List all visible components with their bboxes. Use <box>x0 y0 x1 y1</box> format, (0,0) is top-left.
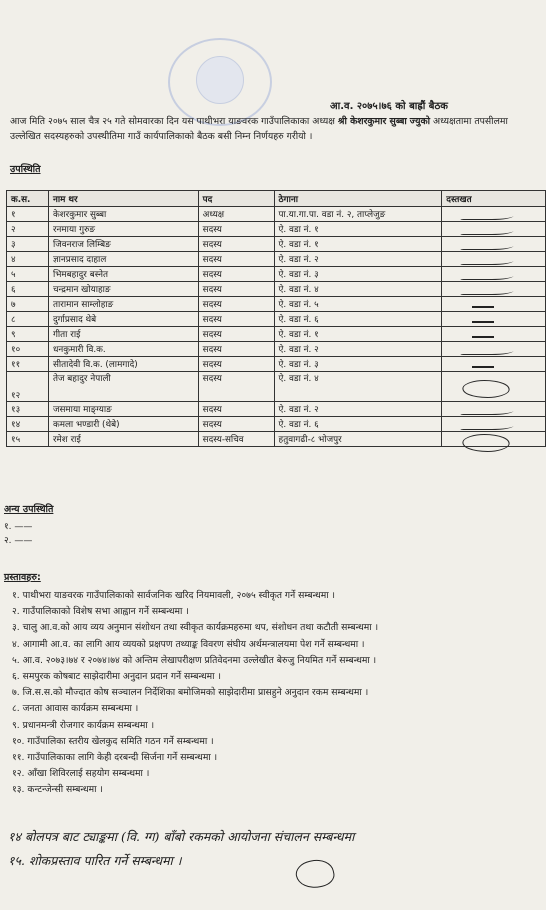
table-row <box>7 237 546 252</box>
row-post: सदस्य <box>198 417 274 432</box>
list-item: २. गाउँपालिकाको विशेष सभा आह्वान गर्ने सम्बन्धमा । <box>12 606 189 618</box>
row-serial: ६ <box>7 282 49 297</box>
signature-mark <box>460 225 516 235</box>
row-signature <box>442 267 546 282</box>
table-header-row <box>7 191 546 207</box>
handwritten-proposal-15: १५. शोकप्रस्ताव पारित गर्ने सम्बन्धमा । <box>8 853 182 868</box>
row-post: सदस्य <box>198 357 274 372</box>
row-signature <box>442 327 546 342</box>
row-address: ऐ. वडा नं. १ <box>274 327 442 342</box>
row-post: सदस्य <box>198 297 274 312</box>
signature-mark <box>459 380 514 398</box>
row-signature <box>442 372 546 402</box>
table-row <box>7 207 546 222</box>
row-serial: ५ <box>7 267 49 282</box>
row-name: जसमाया माङ्ग्याङ <box>48 402 198 417</box>
list-item: ११. गाउँपालिकाका लागि केही दरबन्दी सिर्जना गर्ने सम्बन्धमा । <box>12 752 218 764</box>
row-signature <box>442 402 546 417</box>
seal-emblem-icon <box>196 56 244 104</box>
list-item: ४. आगामी आ.व. का लागि आय व्ययको प्रक्षपण तथ्याङ्क विवरण संघीय अर्थमन्त्रालयमा पेश गर्ने सम्बन्धमा । <box>12 638 365 650</box>
list-item: ९. प्रधानमन्त्री रोजगार कार्यक्रम सम्बन्धमा । <box>12 719 155 731</box>
row-name: तेज बहादुर नेपाली <box>48 372 198 402</box>
proposals-list <box>12 588 378 799</box>
row-post: सदस्य <box>198 327 274 342</box>
row-signature <box>442 357 546 372</box>
row-address: पा.या.गा.पा. वडा नं. २, ताप्लेजुङ <box>274 207 442 222</box>
row-signature <box>442 417 546 432</box>
row-signature <box>442 252 546 267</box>
row-name: रनमाया गुरुङ <box>48 222 198 237</box>
row-address: ऐ. वडा नं. २ <box>274 402 442 417</box>
table-row <box>7 267 546 282</box>
row-serial: ८ <box>7 312 49 327</box>
row-address: ऐ. वडा नं. २ <box>274 342 442 357</box>
row-post: सदस्य-सचिव <box>198 432 274 447</box>
intro-suffix: अध्यक्षतामा तपसीलमा उल्लेखित सदस्यहरुको उपस्थीतिमा गाउँ कार्यपालिकाको बैठक बसी निम्न निर्णयहरु गरीयो । <box>10 116 508 142</box>
row-name: सीताद‍ेवी वि.क. (लामगादे) <box>48 357 198 372</box>
signature-mark <box>460 270 516 280</box>
table-row <box>7 222 546 237</box>
signature-mark <box>459 434 514 452</box>
row-serial: १० <box>7 342 49 357</box>
list-item: १०. गाउँपालिका स्तरीय खेलकुद समिति गठन गर्ने सम्बन्धमा । <box>12 735 214 747</box>
signature-mark <box>460 255 516 265</box>
row-address: ऐ. वडा नं. ६ <box>274 417 442 432</box>
col-name: नाम थर <box>48 191 198 207</box>
row-serial: १२ <box>7 372 49 402</box>
list-item: १. पाथीभरा याङवरक गाउँपालिकाको सार्वजनिक खरिद नियमावली, २०७५ स्वीकृत गर्ने सम्बन्धमा । <box>12 590 336 601</box>
row-post: सदस्य <box>198 402 274 417</box>
attendance-table <box>6 190 546 447</box>
other-attendance-list <box>4 520 32 548</box>
intro-prefix: आज मिति २०७५ साल चैत्र २५ गते सोमवारका दिन यस पाथीभरा याङवरक गाउँपालिकाका अध्यक्ष <box>10 116 335 127</box>
table-row <box>7 312 546 327</box>
row-post: सदस्य <box>198 237 274 252</box>
signature-mark <box>472 330 494 338</box>
list-item: ३. चालु आ.व.को आय व्यय अनुमान संशोधन तथा स्वीकृत कार्यक्रमहरुमा थप, संशोधन तथा कटौती सम्बन्धमा । <box>12 622 379 634</box>
list-item: १३. कन्टन्जेन्सी सम्बन्धमा । <box>12 784 103 796</box>
table-row <box>7 282 546 297</box>
row-name: दुर्गाप्रसाद थेबे <box>48 312 198 327</box>
signature-mark <box>460 405 516 415</box>
row-serial: १४ <box>7 417 49 432</box>
row-signature <box>442 222 546 237</box>
other-attendance-heading: अन्य उपस्थिति <box>4 504 54 515</box>
signature-mark <box>460 420 516 430</box>
signature-mark <box>460 345 516 355</box>
row-post: अध्यक्ष <box>198 207 274 222</box>
signature-mark <box>472 300 494 308</box>
row-signature <box>442 207 546 222</box>
row-name: केशरकुमार सुब्बा <box>48 207 198 222</box>
list-item: ८. जनता आवास कार्यक्रम सम्बन्धमा । <box>12 703 139 715</box>
row-signature <box>442 312 546 327</box>
row-serial: १ <box>7 207 49 222</box>
secretary-signature <box>294 856 337 891</box>
list-item: ७. जि.स.स.को मौज्दात कोष सञ्चालन निर्देशिका बमोजिमको साझेदारीमा प्रासहुने अनुदान रकम सम्बन्धमा । <box>12 687 369 699</box>
table-row <box>7 252 546 267</box>
row-signature <box>442 297 546 312</box>
row-signature <box>442 237 546 252</box>
attendance-heading: उपस्थिति <box>10 164 41 175</box>
row-address: ऐ. वडा नं. ३ <box>274 267 442 282</box>
row-post: सदस्य <box>198 342 274 357</box>
row-post: सदस्य <box>198 222 274 237</box>
row-name: कमला भण्डारी (थेबे) <box>48 417 198 432</box>
signature-mark <box>460 285 516 295</box>
signature-mark <box>472 360 494 368</box>
row-name: धनकुमारी वि.क. <box>48 342 198 357</box>
row-post: सदस्य <box>198 372 274 402</box>
row-serial: १३ <box>7 402 49 417</box>
table-row <box>7 402 546 417</box>
row-serial: ११ <box>7 357 49 372</box>
row-serial: ३ <box>7 237 49 252</box>
intro-paragraph <box>10 114 540 144</box>
signature-mark <box>472 315 494 323</box>
intro-mid: ज्युको <box>409 116 431 127</box>
row-name: भिमबहादुर बस्नेत <box>48 267 198 282</box>
row-serial: ४ <box>7 252 49 267</box>
chair-name: श्री केशरकुमार सुब्बा <box>337 116 407 127</box>
list-item: ५. आ.व. २०७३।७४ र २०७४।७४ को अन्तिम लेखापरीक्षण प्रतिवेदनमा उल्लेखीत बेरुजु नियमित गर्ने सम्बन्धमा । <box>12 654 377 666</box>
row-address: ऐ. वडा नं. ४ <box>274 282 442 297</box>
table-row <box>7 372 546 402</box>
list-item: २. —— <box>4 536 33 546</box>
proposals-heading: प्रस्तावहरु: <box>4 572 41 583</box>
col-signature: दस्तखत <box>442 191 546 207</box>
row-name: तारामान साम्लोहाङ <box>48 297 198 312</box>
row-signature <box>442 282 546 297</box>
row-post: सदस्य <box>198 267 274 282</box>
col-post: पद <box>198 191 274 207</box>
row-address: ऐ. वडा नं. ३ <box>274 357 442 372</box>
office-seal-stamp <box>168 38 272 126</box>
row-name: ज्ञानप्रसाद दाहाल <box>48 252 198 267</box>
row-post: सदस्य <box>198 312 274 327</box>
row-address: ऐ. वडा नं. ६ <box>274 312 442 327</box>
row-serial: ७ <box>7 297 49 312</box>
list-item: १२. आँखा शिविरलाई सहयोग सम्बन्धमा । <box>12 768 150 780</box>
col-serial: क.स. <box>7 191 49 207</box>
row-address: ऐ. वडा नं. १ <box>274 222 442 237</box>
row-signature <box>442 342 546 357</box>
table-row <box>7 327 546 342</box>
row-name: जिवनराज लिम्बिङ <box>48 237 198 252</box>
row-address: ऐ. वडा नं. ४ <box>274 372 442 402</box>
signature-mark <box>460 210 516 220</box>
row-name: गीता राई <box>48 327 198 342</box>
signature-mark <box>460 240 516 250</box>
table-row <box>7 357 546 372</box>
list-item: १. —— <box>4 522 33 532</box>
row-post: सदस्य <box>198 282 274 297</box>
table-row <box>7 342 546 357</box>
row-serial: २ <box>7 222 49 237</box>
list-item: ६. समपुरक कोषबाट साझेदारीमा अनुदान प्रदान गर्ने सम्बन्धमा । <box>12 671 221 683</box>
row-serial: १५ <box>7 432 49 447</box>
row-address: ऐ. वडा नं. २ <box>274 252 442 267</box>
row-name: चन्द्रमान खोयाहाङ <box>48 282 198 297</box>
row-signature <box>442 432 546 447</box>
row-post: सदस्य <box>198 252 274 267</box>
meeting-title: आ.व. २०७५।७६ को बाह्रौं बैठक <box>330 101 448 112</box>
row-name: रमेश राई <box>48 432 198 447</box>
row-address: ऐ. वडा नं. ५ <box>274 297 442 312</box>
col-address: ठेगाना <box>274 191 442 207</box>
table-row <box>7 417 546 432</box>
table-row <box>7 297 546 312</box>
row-serial: ९ <box>7 327 49 342</box>
row-address: हतुवागढी-८ भोजपुर <box>274 432 442 447</box>
row-address: ऐ. वडा नं. १ <box>274 237 442 252</box>
table-row <box>7 432 546 447</box>
handwritten-proposal-14: १४ बोलपत्र बाट ट्याङ्कमा (वि. ग्ग) बाँबो रकमको आयोजना संचालन सम्बन्धमा <box>8 829 355 844</box>
